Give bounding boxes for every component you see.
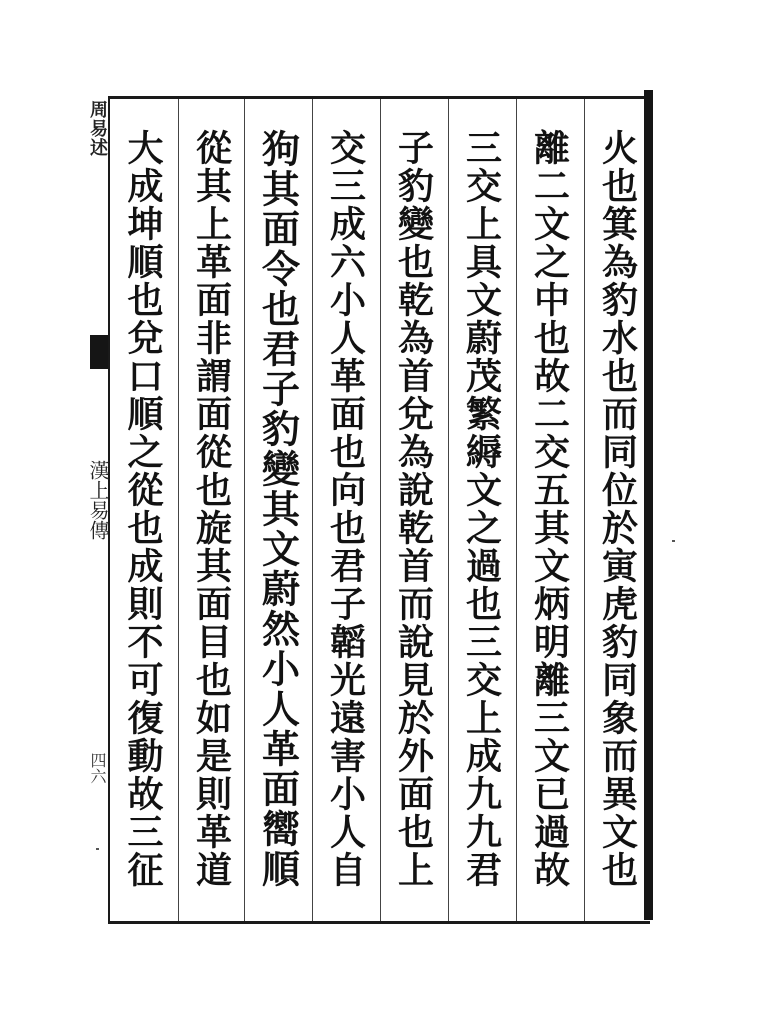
margin-book-title: 周易述 bbox=[87, 100, 108, 157]
text-column-5 bbox=[312, 99, 378, 921]
column-text: 離二文之中也故二交五其文炳明離三文已過故 bbox=[528, 129, 571, 889]
text-column-6 bbox=[244, 99, 310, 921]
scan-speck bbox=[96, 848, 99, 850]
margin-page-number: 四六 bbox=[88, 752, 107, 784]
column-text: 子豹變也乾為首兌為說乾首而說見於外面也上 bbox=[392, 129, 435, 889]
text-column-2 bbox=[516, 99, 582, 921]
column-text: 大成坤順也兌口順之從也成則不可復動故三征 bbox=[122, 129, 164, 889]
text-column-8 bbox=[110, 99, 176, 921]
fish-tail-mark bbox=[90, 335, 110, 369]
text-column-4 bbox=[380, 99, 446, 921]
text-column-7 bbox=[178, 99, 244, 921]
frame-right-border bbox=[644, 90, 653, 920]
column-text: 火也箕為豹水也而同位於寅虎豹同象而異文也 bbox=[596, 129, 639, 889]
column-text: 狗其面令也君子豹變其文蔚然小人革面嚮順 bbox=[255, 129, 301, 889]
margin-sub-title: 漢上易傳 bbox=[86, 460, 110, 540]
scan-speck bbox=[672, 540, 675, 542]
column-text: 交三成六小人革面也向也君子韜光遠害小人自 bbox=[324, 129, 367, 889]
column-text: 從其上革面非謂面從也旋其面目也如是則革道 bbox=[190, 129, 233, 889]
text-frame bbox=[108, 96, 650, 924]
text-column-3 bbox=[448, 99, 514, 921]
text-column-1 bbox=[584, 99, 650, 921]
column-text: 三交上具文蔚茂繁縟文之過也三交上成九九君 bbox=[460, 129, 503, 889]
